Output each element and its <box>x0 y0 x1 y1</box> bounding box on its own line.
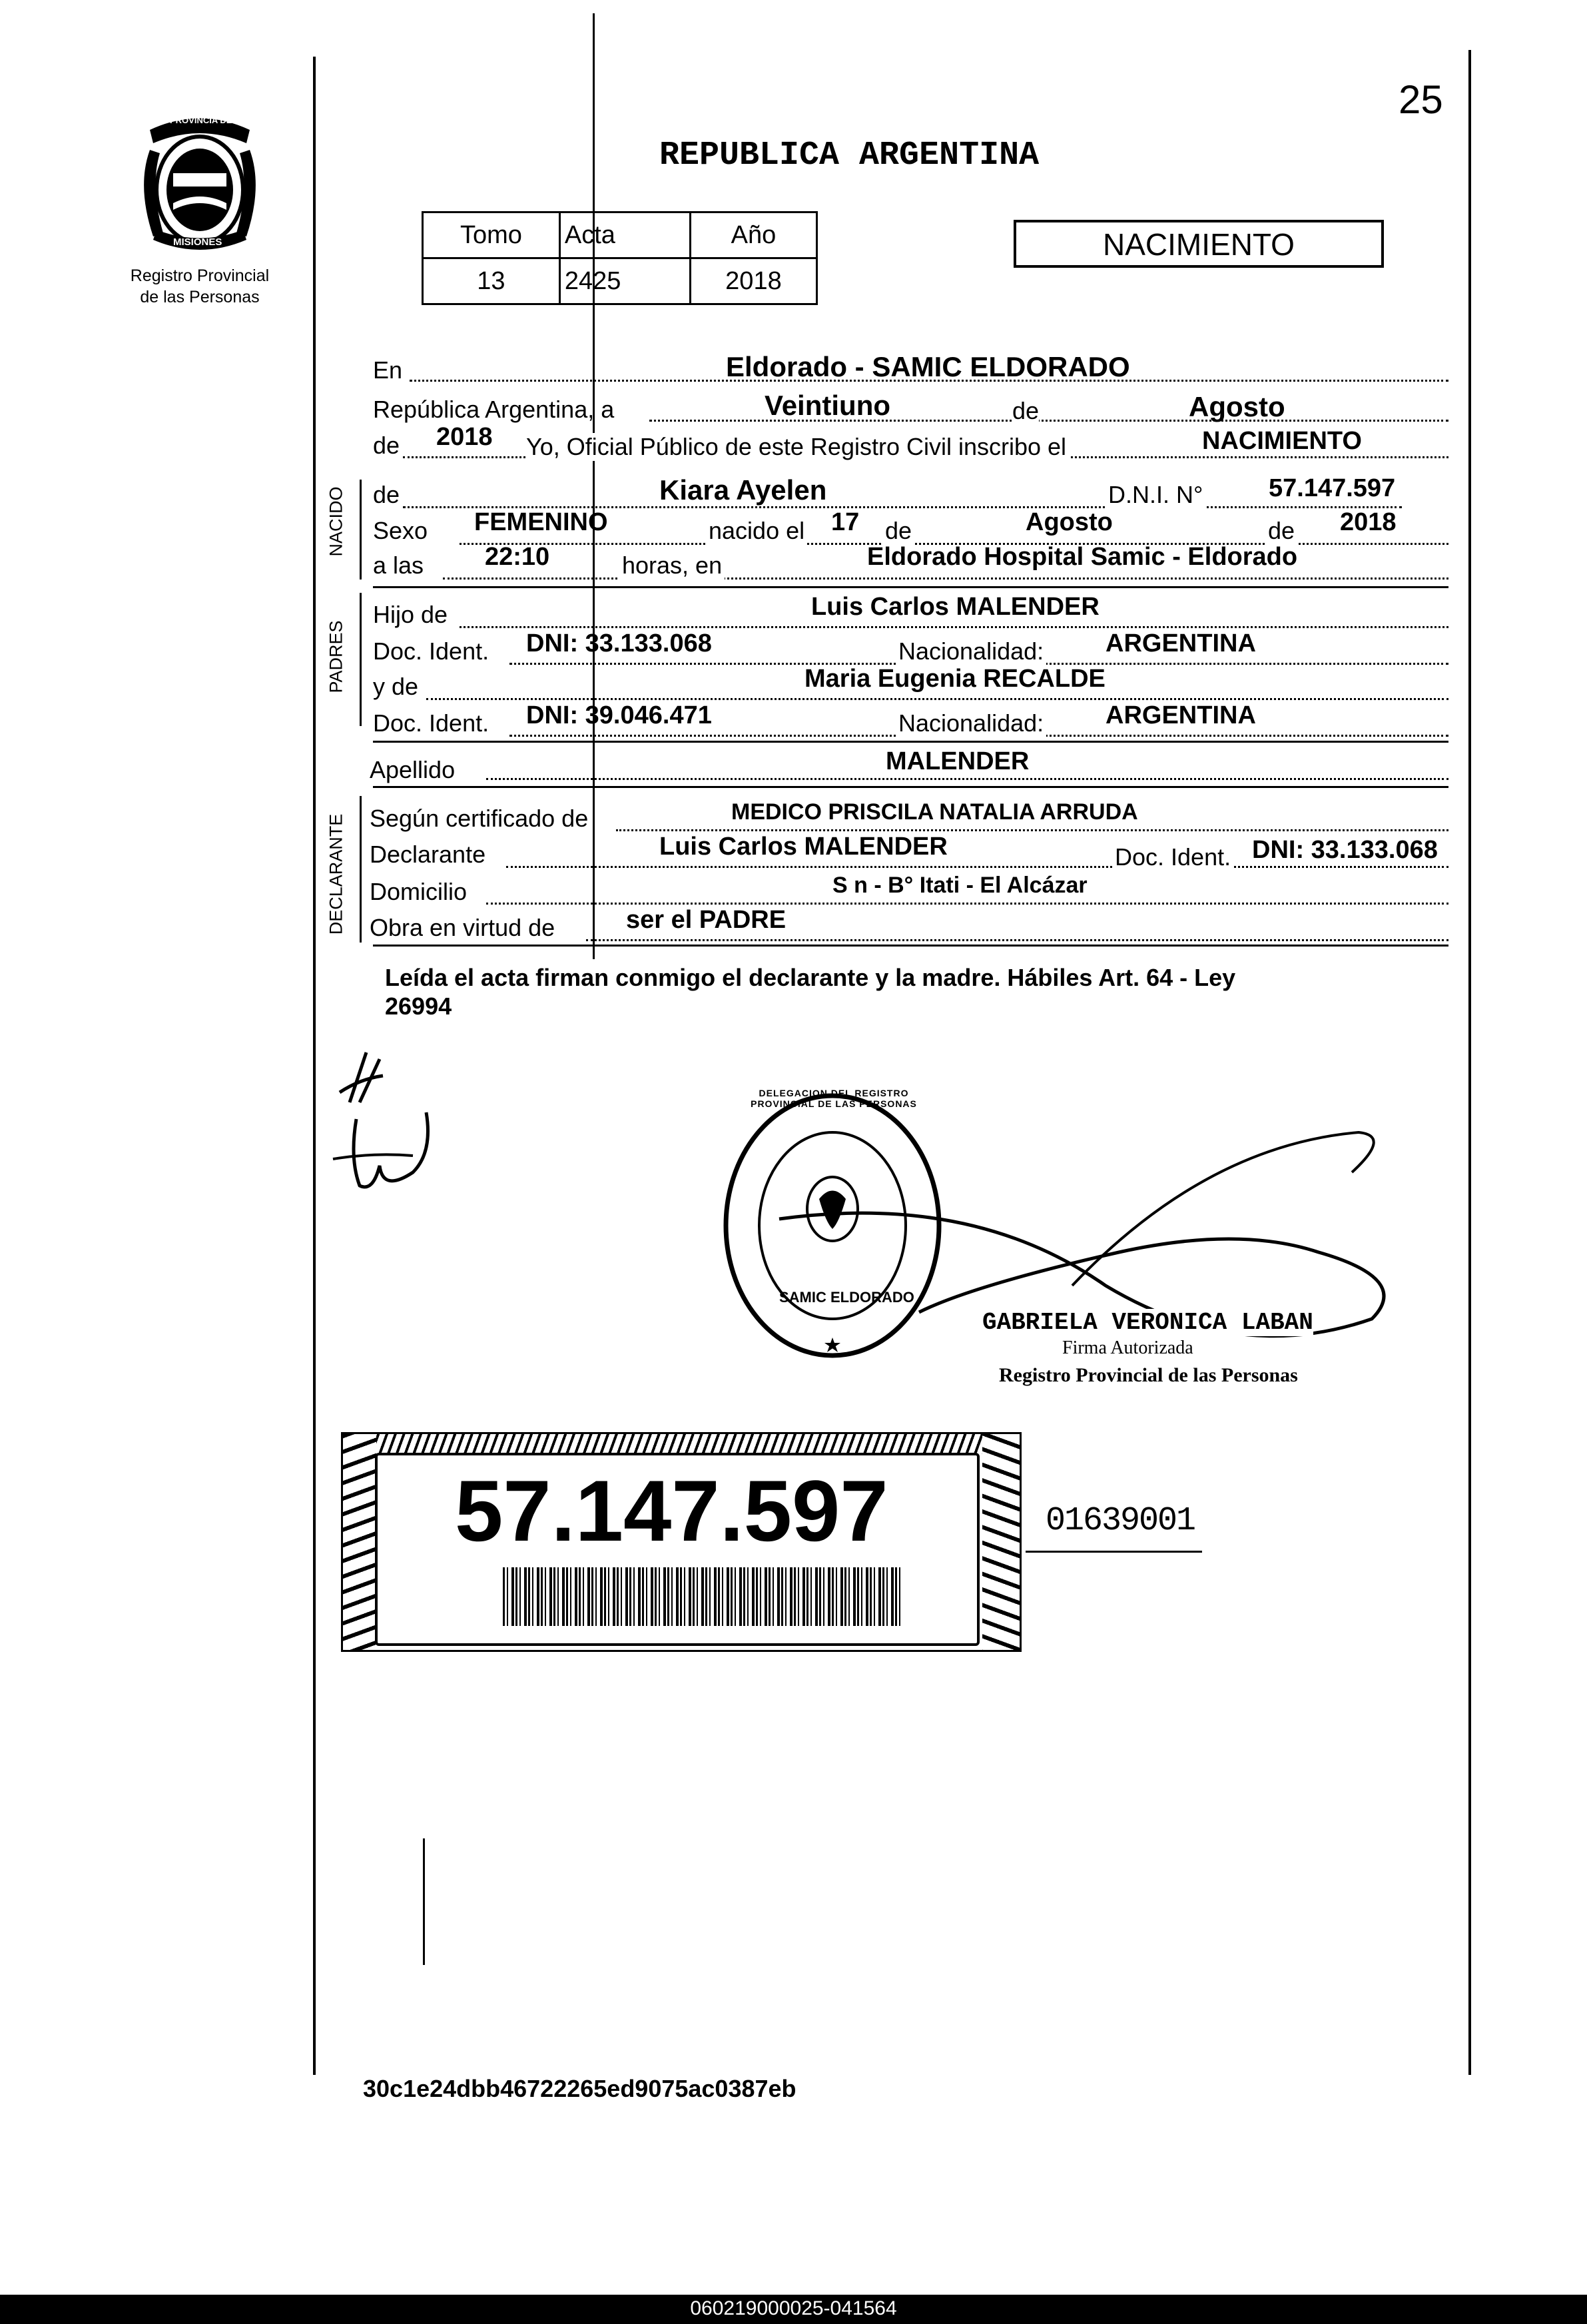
footer-code: 060219000025-041564 <box>690 2297 897 2319</box>
record-header-tomo: Tomo <box>423 212 560 258</box>
y-de-label: y de <box>373 673 419 700</box>
madre-nac-label: Nacionalidad: <box>896 709 1046 737</box>
logo-caption-1: Registro Provincial <box>130 266 270 285</box>
de-label: de <box>1012 397 1040 424</box>
padre-nac-label: Nacionalidad: <box>896 637 1046 665</box>
record-value-tomo: 13 <box>423 258 560 304</box>
declarante-section-label: DECLARANTE <box>326 813 346 935</box>
record-header-anio: Año <box>690 212 816 258</box>
nacido-de3-label: de <box>1265 517 1297 545</box>
serial-underline <box>1026 1551 1202 1553</box>
declarante-doc-label: Doc. Ident. <box>1112 843 1233 871</box>
madre-doc-label: Doc. Ident. <box>373 709 489 737</box>
right-margin-line <box>1468 50 1471 2075</box>
dni-label: D.N.I. N° <box>1106 481 1205 509</box>
de2-label: de <box>373 432 400 459</box>
official-name: GABRIELA VERONICA LABAN <box>982 1309 1313 1336</box>
row-hora-line <box>443 578 1448 580</box>
padres-section-label: PADRES <box>326 620 346 693</box>
nacido-separator <box>373 586 1448 588</box>
sticker-dni-number: 57.147.597 <box>455 1462 888 1559</box>
nacido-de2-label: de <box>882 517 914 545</box>
madre-doc-value: DNI: 39.046.471 <box>526 701 712 729</box>
declarante-doc-value: DNI: 33.133.068 <box>1252 836 1438 864</box>
row-domicilio-line <box>486 903 1448 905</box>
sticker-pattern-left <box>343 1434 376 1652</box>
logo-text-bottom: MISIONES <box>173 236 222 248</box>
sticker-barcode <box>503 1567 902 1626</box>
tipo-value: NACIMIENTO <box>1202 427 1362 455</box>
sexo-value: FEMENINO <box>474 508 608 536</box>
document-hash: 30c1e24dbb46722265ed9075ac0387eb <box>363 2075 796 2102</box>
serial-number: 01639001 <box>1046 1502 1195 1540</box>
padre-doc-label: Doc. Ident. <box>373 637 489 665</box>
republica-label: República Argentina, a <box>373 396 615 423</box>
declarante-signature-image <box>320 1039 453 1219</box>
official-institution: Registro Provincial de las Personas <box>999 1364 1298 1386</box>
left-margin-line <box>313 57 316 2075</box>
misiones-logo <box>123 110 276 263</box>
record-value-anio: 2018 <box>690 258 816 304</box>
certificado-label: Según certificado de <box>370 805 589 832</box>
seal-outer-text: DELEGACION DEL REGISTRO PROVINCIAL DE LAS PERSONAS <box>751 1088 917 1109</box>
record-table <box>422 211 818 305</box>
obra-value: ser el PADRE <box>626 906 787 934</box>
row-obra-line <box>586 939 1448 941</box>
nacido-de-label: de <box>373 481 400 508</box>
obra-label: Obra en virtud de <box>370 914 555 941</box>
anio-value: 2018 <box>436 423 493 451</box>
hijo-de-label: Hijo de <box>373 601 448 628</box>
page-number: 25 <box>1399 77 1443 122</box>
apellido-value: MALENDER <box>886 747 1030 775</box>
nacido-el-label: nacido el <box>706 517 807 545</box>
logo-text-top: PROVINCIA DE <box>170 115 232 125</box>
declarante-separator <box>373 945 1448 947</box>
doc-type-box: NACIMIENTO <box>1014 220 1384 268</box>
center-fold-line <box>593 13 595 959</box>
seal-inner-text: SAMIC ELDORADO <box>779 1289 914 1306</box>
row-declarante-line <box>506 866 1448 868</box>
domicilio-value: S n - B° Itati - El Alcázar <box>832 873 1088 898</box>
padre-nac-value: ARGENTINA <box>1106 629 1256 657</box>
nacido-bracket <box>360 480 362 580</box>
en-label: En <box>373 356 403 384</box>
closing-text-2: 26994 <box>385 992 452 1020</box>
lugar-value: Eldorado - SAMIC ELDORADO <box>726 351 1130 382</box>
row-padre-line <box>460 626 1448 628</box>
sticker-pattern-top <box>343 1434 1022 1454</box>
nombre-value: Kiara Ayelen <box>659 474 827 506</box>
padre-doc-value: DNI: 33.133.068 <box>526 629 712 657</box>
sticker-pattern-right <box>982 1434 1022 1652</box>
a-las-label: a las <box>373 552 424 579</box>
center-fold-line-lower <box>423 1838 425 1965</box>
dni-sticker <box>341 1432 1022 1652</box>
madre-nac-value: ARGENTINA <box>1106 701 1256 729</box>
certificado-value: MEDICO PRISCILA NATALIA ARRUDA <box>731 799 1138 825</box>
apellido-separator <box>373 786 1448 788</box>
domicilio-label: Domicilio <box>370 878 468 905</box>
record-value-acta: 2425 <box>559 258 690 304</box>
horas-en-label: horas, en <box>619 552 725 580</box>
padres-bracket <box>360 593 362 726</box>
mes-value: Agosto <box>1189 391 1285 422</box>
closing-text-1: Leída el acta firman conmigo el declarante y la madre. Hábiles Art. 64 - Ley <box>385 964 1236 991</box>
apellido-label: Apellido <box>370 756 456 783</box>
row-madre-line <box>426 698 1448 700</box>
sexo-label: Sexo <box>373 517 428 544</box>
hora-value: 22:10 <box>485 543 550 571</box>
padre-value: Luis Carlos MALENDER <box>811 593 1100 621</box>
nacido-anio-value: 2018 <box>1340 508 1397 536</box>
padres-separator <box>373 741 1448 743</box>
nacido-lugar-value: Eldorado Hospital Samic - Eldorado <box>867 543 1298 571</box>
official-title: Firma Autorizada <box>1062 1338 1193 1358</box>
dni-value: 57.147.597 <box>1269 474 1396 502</box>
declarante-bracket <box>360 796 362 943</box>
nacido-section-label: NACIDO <box>326 486 346 557</box>
declarante-value: Luis Carlos MALENDER <box>659 833 948 861</box>
dia-value: Veintiuno <box>765 390 890 421</box>
logo-caption-2: de las Personas <box>140 288 260 306</box>
row-certificado-line <box>616 829 1448 831</box>
madre-value: Maria Eugenia RECALDE <box>804 665 1106 693</box>
row-apellido-line <box>486 778 1448 780</box>
declarante-label: Declarante <box>370 841 486 868</box>
nacido-mes-value: Agosto <box>1026 508 1113 536</box>
document-title: REPUBLICA ARGENTINA <box>659 137 1040 175</box>
record-header-acta: Acta <box>559 212 690 258</box>
nacido-dia-value: 17 <box>831 508 860 536</box>
oficial-text: Yo, Oficial Público de este Registro Civil inscribo el <box>526 433 1070 461</box>
